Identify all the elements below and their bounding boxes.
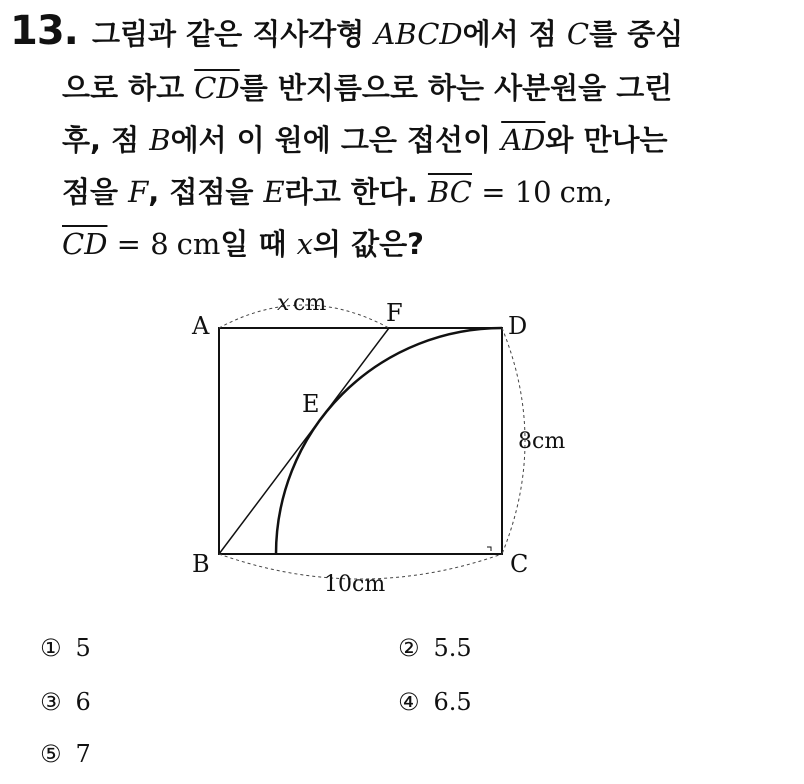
unit-cm: cm (176, 227, 221, 261)
choice-value: 5 (75, 634, 91, 662)
segment-bc: $\overline{BC}$ (427, 175, 472, 209)
choice-2[interactable] (398, 634, 472, 662)
label-f: F (386, 299, 403, 327)
corner-mark (487, 547, 491, 551)
point-e: E (263, 175, 285, 209)
label-a: A (192, 312, 210, 340)
choice-value: 6 (75, 688, 91, 716)
bc-equals: = 10 (472, 175, 552, 209)
text: 라고 한다. (284, 175, 428, 209)
point-c: C (566, 17, 590, 51)
choice-value: 6.5 (433, 688, 472, 716)
label-c: C (510, 550, 529, 578)
top-label-unit: cm (293, 291, 327, 316)
choice-1[interactable] (40, 634, 91, 662)
text: 에서 점 (462, 17, 567, 51)
question-number: 13. (10, 8, 78, 54)
choice-5[interactable] (40, 740, 91, 768)
point-f: F (128, 175, 149, 209)
text: 일 때 (220, 227, 297, 261)
choice-mark: ① (40, 634, 62, 662)
variable-x: x (296, 227, 313, 261)
choice-3[interactable] (40, 688, 91, 716)
text: 후, 점 (62, 123, 150, 157)
unit-cm: cm (559, 175, 604, 209)
label-e: E (302, 390, 320, 418)
label-d: D (508, 312, 528, 340)
choice-mark: ③ (40, 688, 62, 716)
cd-equals: = 8 (107, 227, 169, 261)
text: 점을 (62, 175, 129, 209)
segment-cd: $\overline{CD}$ (194, 71, 240, 105)
text: , 접점을 (148, 175, 264, 209)
choice-value: 5.5 (433, 634, 472, 662)
text: 에서 이 원에 그은 접선이 (170, 123, 502, 157)
point-b: B (149, 123, 171, 157)
comma: , (603, 175, 613, 209)
text: 와 만나는 (545, 123, 668, 157)
rect-name: ABCD (374, 17, 463, 51)
text: 의 값은? (312, 227, 424, 261)
choice-4[interactable] (398, 688, 472, 716)
text: 를 반지름으로 하는 사분원을 그린 (239, 71, 673, 105)
tangent-line-bf (219, 328, 389, 554)
choice-mark: ② (398, 634, 420, 662)
text: 를 중심 (589, 17, 684, 51)
top-label-var: x (277, 291, 290, 316)
label-b: B (192, 550, 210, 578)
bottom-length-label: 10cm (324, 572, 386, 597)
rectangle-abcd (219, 328, 502, 554)
text: 그림과 같은 직사각형 (92, 17, 375, 51)
choice-mark: ④ (398, 688, 420, 716)
segment-ad: $\overline{AD}$ (501, 123, 546, 157)
quarter-circle-arc (276, 328, 502, 554)
choice-mark: ⑤ (40, 740, 62, 768)
text: 으로 하고 (62, 71, 195, 105)
right-length-label: 8cm (518, 429, 566, 454)
choice-value: 7 (75, 740, 91, 768)
segment-cd: $\overline{CD}$ (62, 227, 108, 261)
